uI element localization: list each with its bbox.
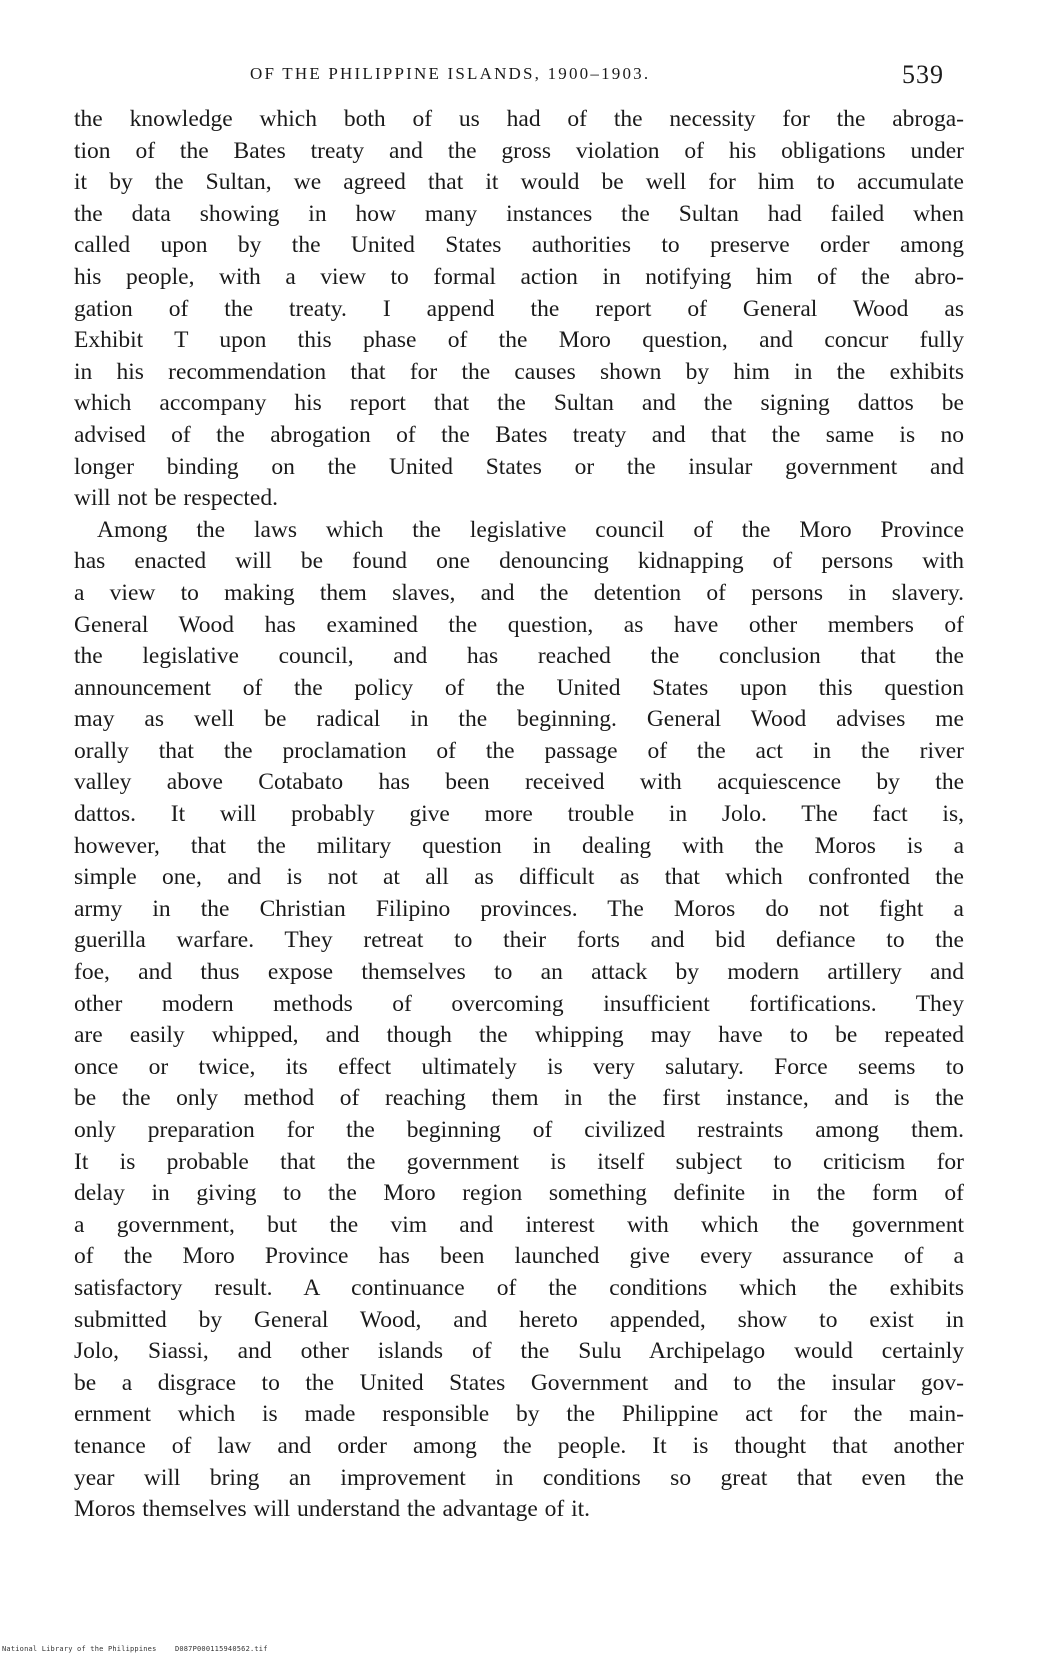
text-line: a view to making them slaves, and the detention of persons in slavery. — [74, 579, 964, 606]
running-title: OF THE PHILIPPINE ISLANDS, 1900–1903. — [250, 64, 651, 83]
text-line: however, that the military question in dealing with the Moros is a — [74, 832, 964, 859]
text-line: delay in giving to the Moro region something definite in the form of — [74, 1180, 964, 1207]
text-line: may as well be radical in the beginning. General Wood advises me — [74, 706, 964, 733]
text-line: Moros themselves will understand the advantage of it. — [74, 1496, 591, 1523]
text-line: the data showing in how many instances the Sultan had failed when — [74, 200, 964, 227]
text-line: Exhibit T upon this phase of the Moro question, and concur fully — [74, 327, 964, 354]
paragraph — [74, 515, 964, 1526]
text-line: submitted by General Wood, and hereto appended, show to exist in — [74, 1306, 964, 1333]
text-line: General Wood has examined the question, as have other members of — [74, 611, 964, 638]
text-line: the knowledge which both of us had of the necessity for the abroga- — [74, 106, 964, 132]
text-line: year will bring an improvement in conditions so great that even the — [74, 1464, 964, 1491]
text-line: army in the Christian Filipino provinces. The Moros do not fight a — [74, 895, 964, 922]
text-line: tion of the Bates treaty and the gross violation of his obligations under — [74, 137, 964, 164]
text-line: once or twice, its effect ultimately is very salutary. Force seems to — [74, 1053, 964, 1080]
scan-footer — [2, 1645, 282, 1653]
text-line: advised of the abrogation of the Bates treaty and that the same is no — [74, 421, 964, 448]
paragraph — [74, 104, 964, 515]
text-line: dattos. It will probably give more trouble in Jolo. The fact is, — [74, 801, 964, 828]
text-line: called upon by the United States authorities to preserve order among — [74, 232, 964, 259]
body-text — [74, 104, 964, 1526]
text-line: guerilla warfare. They retreat to their forts and bid defiance to the — [74, 927, 964, 954]
text-line: are easily whipped, and though the whipping may have to be repeated — [74, 1022, 964, 1049]
text-line: which accompany his report that the Sultan and the signing dattos be — [74, 390, 964, 417]
text-line: It is probable that the government is itself subject to criticism for — [74, 1148, 964, 1175]
text-line: simple one, and is not at all as difficult as that which confronted the — [74, 864, 964, 891]
running-header — [0, 60, 1061, 90]
footer-library: National Library of the Philippines — [2, 1645, 157, 1653]
text-line: be the only method of reaching them in the first instance, and is the — [74, 1085, 964, 1112]
page-number: 539 — [902, 60, 944, 89]
text-line: orally that the proclamation of the passage of the act in the river — [74, 737, 964, 764]
text-line: satisfactory result. A continuance of the conditions which the exhibits — [74, 1274, 964, 1301]
text-line: tenance of law and order among the people. It is thought that another — [74, 1432, 964, 1459]
text-line: longer binding on the United States or the insular government and — [74, 453, 964, 480]
text-line: his people, with a view to formal action in notifying him of the abro- — [74, 263, 964, 290]
text-line: be a disgrace to the United States Government and to the insular gov- — [74, 1369, 964, 1396]
text-line: foe, and thus expose themselves to an attack by modern artillery and — [74, 959, 964, 986]
footer-file-id: D087P000115940562.tif — [174, 1645, 268, 1653]
text-line: of the Moro Province has been launched give every assurance of a — [74, 1243, 964, 1270]
text-line: ernment which is made responsible by the Philippine act for the main- — [74, 1401, 964, 1428]
text-line: Jolo, Siassi, and other islands of the Sulu Archipelago would certainly — [74, 1338, 964, 1365]
text-line: a government, but the vim and interest with which the government — [74, 1211, 964, 1238]
text-line: gation of the treaty. I append the report of General Wood as — [74, 295, 964, 322]
text-line: other modern methods of overcoming insufficient fortifications. They — [74, 990, 964, 1017]
text-line: Among the laws which the legislative council of the Moro Province — [97, 516, 964, 543]
text-line: only preparation for the beginning of civilized restraints among them. — [74, 1117, 964, 1143]
text-line: valley above Cotabato has been received with acquiescence by the — [74, 769, 964, 796]
text-line: in his recommendation that for the causes shown by him in the exhibits — [74, 358, 964, 385]
text-line: the legislative council, and has reached the conclusion that the — [74, 643, 964, 670]
text-line: it by the Sultan, we agreed that it would be well for him to accumulate — [74, 169, 964, 196]
text-line: announcement of the policy of the United States upon this question — [74, 674, 964, 701]
text-line: has enacted will be found one denouncing kidnapping of persons with — [74, 548, 964, 575]
text-line: will not be respected. — [74, 485, 278, 512]
